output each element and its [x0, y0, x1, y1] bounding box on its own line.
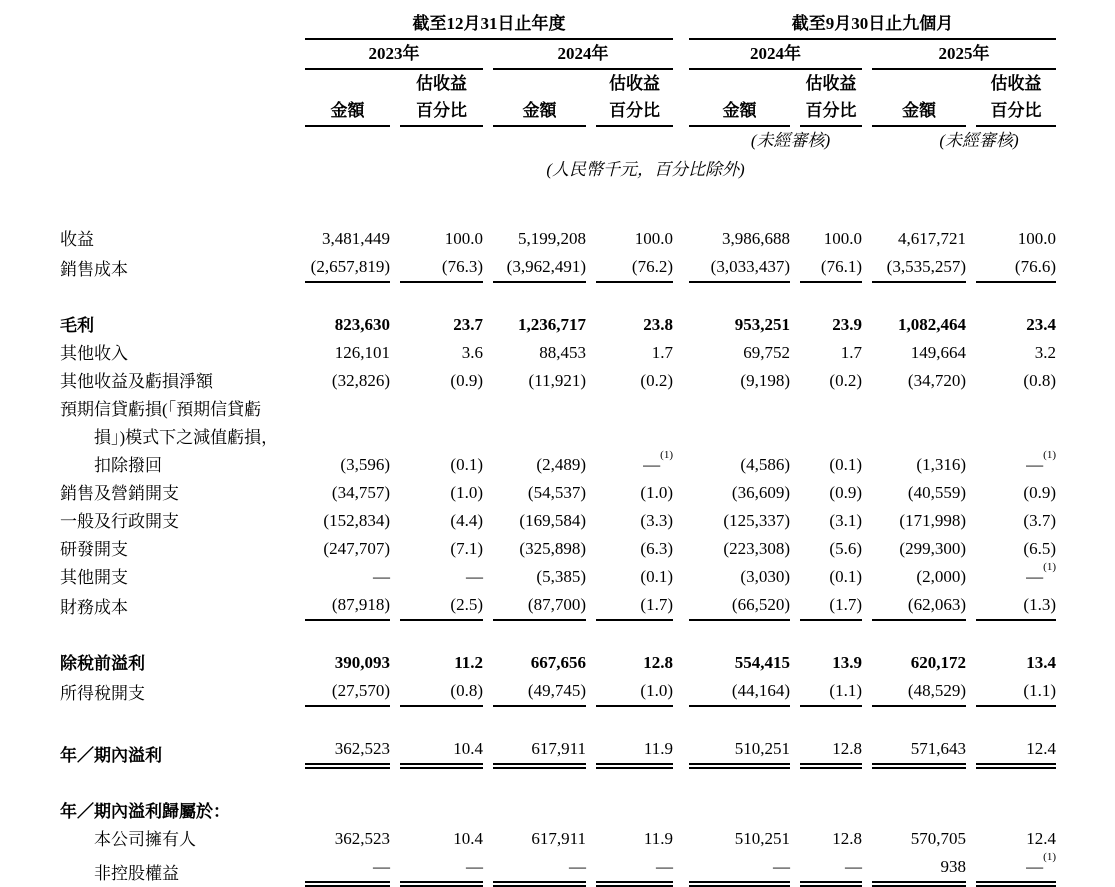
amount-cell [862, 797, 966, 825]
table-row [60, 311, 1056, 339]
percent-cell: (0.9) [450, 371, 483, 390]
percent-cell: (0.1) [450, 455, 483, 474]
amount-cell: (5,385) [536, 567, 586, 586]
table-row [60, 423, 1056, 451]
percent-cell [790, 423, 862, 451]
percent-cell [966, 395, 1056, 423]
percent-cell: 10.4 [453, 829, 483, 848]
percent-cell: (0.1) [829, 455, 862, 474]
percent-cell: (0.2) [640, 371, 673, 390]
amount-cell [483, 395, 586, 423]
unaudited-note-row [60, 127, 1056, 155]
footnote-ref: (1) [1043, 851, 1056, 864]
percent-column-header [586, 70, 673, 127]
row-label: 扣除撥回 [94, 456, 162, 475]
amount-cell: (2,657,819) [295, 253, 390, 283]
amount-cell [673, 395, 790, 423]
percent-cell [966, 797, 1056, 825]
percent-header-line1: 估收益 [416, 74, 467, 93]
amount-header-label: 金額 [722, 101, 757, 120]
percent-header-line1: 估收益 [805, 74, 857, 93]
percent-header-line2: 百分比 [990, 101, 1042, 120]
percent-header-line1: 估收益 [609, 74, 660, 93]
amount-cell: 617,911 [483, 735, 586, 769]
row-label: 損」)模式下之減值虧損， [94, 428, 279, 447]
percent-cell: (76.6) [966, 253, 1056, 283]
period-group-nine-months-label: 截至9月30日止九個月 [689, 10, 1056, 40]
table-row [60, 677, 1056, 707]
year-header-9m2024 [673, 40, 862, 70]
amount-cell: (169,584) [519, 511, 586, 530]
percent-cell: 11.2 [454, 653, 483, 672]
row-label: 毛利 [60, 316, 94, 335]
footnote-ref: (1) [1043, 561, 1056, 574]
amount-cell: (34,757) [331, 483, 390, 502]
year-header-row [60, 40, 1056, 70]
percent-cell: 23.9 [832, 315, 862, 334]
amount-cell: (3,030) [740, 567, 790, 586]
row-label: 年／期內溢利 [60, 746, 162, 765]
row-label: 一般及行政開支 [60, 512, 179, 531]
row-label: 其他收入 [60, 344, 128, 363]
percent-cell: 100.0 [1017, 229, 1056, 248]
percent-column-header [966, 70, 1056, 127]
row-label: 收益 [60, 230, 94, 249]
percent-cell: 10.4 [390, 735, 483, 769]
row-label: 年／期內溢利歸屬於： [60, 802, 230, 821]
financial-statement-table [60, 8, 1056, 887]
percent-cell: (1.7) [586, 591, 673, 621]
amount-cell: (54,537) [527, 483, 586, 502]
amount-cell: (32,826) [331, 371, 390, 390]
amount-cell: 126,101 [334, 343, 390, 362]
amount-cell: 938 [862, 853, 966, 887]
percent-cell: 100.0 [823, 229, 862, 248]
percent-header-line2: 百分比 [416, 101, 467, 120]
percent-cell: (1.1) [966, 677, 1056, 707]
row-label: 非控股權益 [94, 864, 179, 883]
row-label: 銷售成本 [60, 260, 128, 279]
percent-cell: 1.7 [840, 343, 862, 362]
percent-column-header [390, 70, 483, 127]
table-row [60, 535, 1056, 563]
amount-cell: (152,834) [323, 511, 390, 530]
percent-cell [966, 423, 1056, 451]
year-2025-label: 2025年 [872, 40, 1056, 70]
percent-cell: —$^{(1)}$ [643, 449, 673, 474]
amount-cell [295, 797, 390, 825]
percent-cell: — [390, 853, 483, 887]
percent-cell: (1.7) [790, 591, 862, 621]
amount-cell: (34,720) [907, 371, 966, 390]
percent-cell: — [466, 567, 483, 586]
period-group-annual [295, 8, 673, 40]
percent-cell: 12.8 [832, 829, 862, 848]
amount-cell: (4,586) [740, 455, 790, 474]
amount-cell [295, 395, 390, 423]
percent-header-line2: 百分比 [805, 101, 857, 120]
amount-column-header [483, 70, 586, 127]
spacer-row [60, 769, 1056, 797]
table-row [60, 367, 1056, 395]
amount-cell: 570,705 [910, 829, 966, 848]
year-header-2024 [483, 40, 673, 70]
year-header-2025 [862, 40, 1056, 70]
percent-cell: (0.8) [390, 677, 483, 707]
row-label: 財務成本 [60, 598, 128, 617]
percent-cell: 100.0 [444, 229, 483, 248]
percent-cell: (1.3) [966, 591, 1056, 621]
percent-cell: 11.9 [586, 735, 673, 769]
amount-cell: (3,535,257) [862, 253, 966, 283]
amount-cell: 554,415 [734, 653, 790, 672]
amount-cell: (48,529) [862, 677, 966, 707]
row-label: 銷售及營銷開支 [60, 484, 179, 503]
amount-cell: (27,570) [295, 677, 390, 707]
footnote-ref: (1) [1043, 449, 1056, 462]
amount-cell: (66,520) [673, 591, 790, 621]
amount-column-header [673, 70, 790, 127]
amount-cell: (3,962,491) [483, 253, 586, 283]
table-row [60, 853, 1056, 887]
percent-cell: — [586, 853, 673, 887]
amount-cell: 362,523 [295, 735, 390, 769]
percent-cell: (1.1) [790, 677, 862, 707]
amount-cell: (325,898) [519, 539, 586, 558]
label-column-spacer [60, 40, 295, 70]
amount-cell: 667,656 [530, 653, 586, 672]
spacer-row [60, 621, 1056, 649]
percent-cell [586, 423, 673, 451]
table-row [60, 649, 1056, 677]
percent-cell [586, 797, 673, 825]
percent-cell: 1.7 [651, 343, 673, 362]
percent-cell [390, 395, 483, 423]
percent-cell: 13.9 [832, 653, 862, 672]
period-group-annual-label: 截至12月31日止年度 [305, 10, 673, 40]
percent-cell: 12.4 [966, 735, 1056, 769]
percent-cell: (6.5) [1023, 539, 1056, 558]
amount-cell: 69,752 [743, 343, 790, 362]
percent-cell: (3.1) [829, 511, 862, 530]
unit-note: (人民幣千元，百分比除外) [546, 160, 745, 179]
amount-cell: 617,911 [531, 829, 586, 848]
percent-cell: (3.3) [640, 511, 673, 530]
percent-cell: 12.8 [643, 653, 673, 672]
percent-cell [790, 395, 862, 423]
amount-cell [673, 423, 790, 451]
amount-cell: 510,251 [734, 829, 790, 848]
amount-cell: 4,617,721 [898, 229, 966, 248]
percent-cell [586, 395, 673, 423]
year-2024-label: 2024年 [493, 40, 673, 70]
row-label: 預期信貸虧損(「預期信貸虧 [60, 400, 262, 419]
percent-cell: 13.4 [1026, 653, 1056, 672]
amount-cell: 3,481,449 [322, 229, 390, 248]
amount-cell: 620,172 [910, 653, 966, 672]
label-column-spacer [60, 155, 295, 183]
unit-note-row [60, 155, 1056, 183]
unaudited-note-label: (未經審核) [750, 131, 831, 150]
amount-cell: — [373, 567, 390, 586]
amount-cell: 571,643 [862, 735, 966, 769]
amount-cell: (36,609) [731, 483, 790, 502]
percent-cell: — [790, 853, 862, 887]
amount-cell: (223,308) [723, 539, 790, 558]
amount-header-label: 金額 [902, 101, 936, 120]
amount-cell: 390,093 [334, 653, 390, 672]
table-row [60, 451, 1056, 479]
amount-cell: 823,630 [334, 315, 390, 334]
label-column-spacer [60, 70, 295, 127]
amount-cell: — [673, 853, 790, 887]
amount-cell: 510,251 [673, 735, 790, 769]
row-label: 本公司擁有人 [94, 830, 196, 849]
row-label: 所得稅開支 [60, 684, 145, 703]
unaudited-note-2025 [862, 127, 1056, 155]
percent-header-line2: 百分比 [609, 101, 660, 120]
amount-cell: (40,559) [907, 483, 966, 502]
year-9m2024-label: 2024年 [689, 40, 862, 70]
amount-cell [673, 797, 790, 825]
percent-cell: —$^{(1)}$ [1026, 561, 1056, 586]
amount-cell [295, 423, 390, 451]
row-label: 除稅前溢利 [60, 654, 145, 673]
amount-cell: (49,745) [483, 677, 586, 707]
percent-cell: 23.8 [643, 315, 673, 334]
row-label: 其他收益及虧損淨額 [60, 372, 213, 391]
percent-cell [790, 797, 862, 825]
amount-cell: 953,251 [734, 315, 790, 334]
amount-cell [483, 423, 586, 451]
percent-cell: (0.1) [640, 567, 673, 586]
percent-cell: (0.8) [1023, 371, 1056, 390]
percent-cell: 23.4 [1026, 315, 1056, 334]
amount-cell: 5,199,208 [518, 229, 586, 248]
percent-cell: 100.0 [634, 229, 673, 248]
amount-cell: (44,164) [673, 677, 790, 707]
amount-cell [862, 395, 966, 423]
amount-column-header [862, 70, 966, 127]
label-column-spacer [60, 8, 295, 40]
percent-cell: —$^{(1)}$ [966, 853, 1056, 887]
percent-cell: (76.2) [586, 253, 673, 283]
amount-cell: (2,489) [536, 455, 586, 474]
table-row [60, 225, 1056, 253]
amount-cell: — [483, 853, 586, 887]
table-row [60, 253, 1056, 283]
unaudited-note-9m2024 [673, 127, 862, 155]
amount-cell: (11,921) [528, 371, 586, 390]
table-row [60, 797, 1056, 825]
period-group-nine-months [673, 8, 1056, 40]
table-row [60, 591, 1056, 621]
spacer-row [60, 283, 1056, 311]
percent-cell: (0.9) [1023, 483, 1056, 502]
amount-cell [862, 423, 966, 451]
percent-cell: (1.0) [586, 677, 673, 707]
amount-cell: (2,000) [916, 567, 966, 586]
amount-cell: (9,198) [740, 371, 790, 390]
amount-cell: (299,300) [899, 539, 966, 558]
percent-cell: 11.9 [643, 829, 673, 848]
percent-cell: (1.0) [450, 483, 483, 502]
percent-cell: (6.3) [640, 539, 673, 558]
amount-cell: 149,664 [910, 343, 966, 362]
table-row [60, 735, 1056, 769]
percent-cell: (2.5) [390, 591, 483, 621]
amount-cell: (3,596) [340, 455, 390, 474]
percent-cell: (3.7) [1023, 511, 1056, 530]
amount-cell: (3,033,437) [673, 253, 790, 283]
year-header-2023 [295, 40, 483, 70]
amount-cell: (87,700) [483, 591, 586, 621]
percent-cell [390, 797, 483, 825]
unaudited-note-label: (未經審核) [939, 131, 1019, 150]
table-row [60, 563, 1056, 591]
amount-cell: (171,998) [899, 511, 966, 530]
percent-cell: (1.0) [640, 483, 673, 502]
table-row [60, 479, 1056, 507]
header-spacer-row [60, 183, 1056, 225]
percent-cell [390, 423, 483, 451]
percent-column-header [790, 70, 862, 127]
amount-cell: (1,316) [916, 455, 966, 474]
amount-header-label: 金額 [522, 101, 557, 120]
table-body [60, 225, 1056, 887]
percent-cell: (76.3) [390, 253, 483, 283]
percent-header-line1: 估收益 [990, 74, 1042, 93]
amount-column-header [295, 70, 390, 127]
amount-cell: (125,337) [723, 511, 790, 530]
percent-cell: 12.4 [1026, 829, 1056, 848]
footnote-ref: (1) [660, 449, 673, 462]
percent-cell: 3.6 [461, 343, 483, 362]
amount-cell: 88,453 [539, 343, 586, 362]
spacer-row [60, 707, 1056, 735]
amount-cell [483, 797, 586, 825]
percent-cell: (0.2) [829, 371, 862, 390]
row-label: 其他開支 [60, 568, 128, 587]
table-row [60, 507, 1056, 535]
percent-cell: 23.7 [453, 315, 483, 334]
amount-cell: 362,523 [334, 829, 390, 848]
amount-cell: (247,707) [323, 539, 390, 558]
table-row [60, 339, 1056, 367]
amount-cell: 3,986,688 [722, 229, 790, 248]
column-header-row [60, 70, 1056, 127]
amount-cell: — [295, 853, 390, 887]
percent-cell: 3.2 [1034, 343, 1056, 362]
percent-cell: (7.1) [450, 539, 483, 558]
percent-cell: (4.4) [450, 511, 483, 530]
table-row [60, 825, 1056, 853]
amount-header-label: 金額 [330, 101, 365, 120]
period-group-header-row [60, 8, 1056, 40]
percent-cell: (0.1) [829, 567, 862, 586]
label-column-spacer [60, 127, 295, 155]
amount-cell: (87,918) [295, 591, 390, 621]
amount-cell: 1,236,717 [518, 315, 586, 334]
table-row [60, 395, 1056, 423]
amount-cell: 1,082,464 [898, 315, 966, 334]
percent-cell: 12.8 [790, 735, 862, 769]
row-label: 研發開支 [60, 540, 128, 559]
percent-cell: (5.6) [829, 539, 862, 558]
percent-cell: (0.9) [829, 483, 862, 502]
year-2023-label: 2023年 [305, 40, 483, 70]
percent-cell: —$^{(1)}$ [1026, 449, 1056, 474]
percent-cell: (76.1) [790, 253, 862, 283]
amount-cell: (62,063) [862, 591, 966, 621]
